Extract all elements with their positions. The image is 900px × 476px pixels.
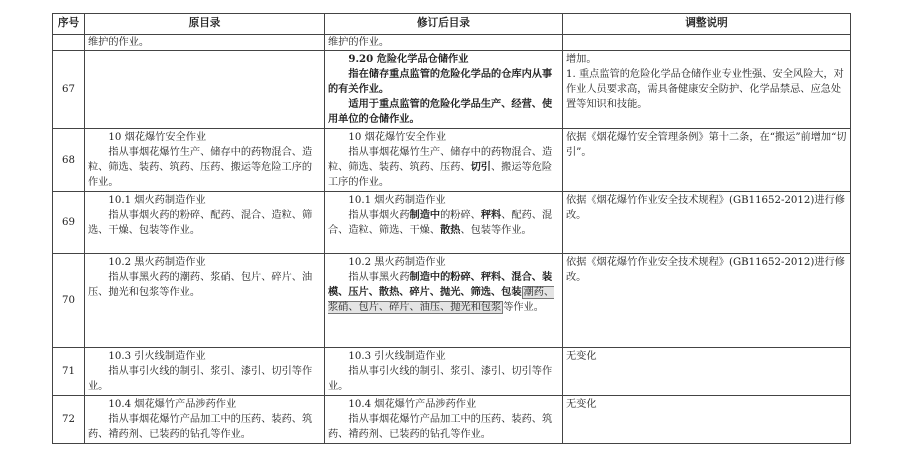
table-row [53,35,851,51]
table-row [53,254,851,348]
rev-title: 10 烟花爆竹安全作业 [348,132,447,143]
header-original: 原目录 [85,14,325,35]
row-num: 68 [53,129,85,192]
catalog-revision-table [52,13,851,444]
orig-cell [85,254,325,348]
rev-text: 、配药、混合、造粒、筛选、干燥、 [328,210,553,236]
rev-title: 10.4 烟花爆竹产品涉药作业 [348,399,477,410]
rev-added-text: 制造中 [409,209,441,221]
rev-body: 指从事烟花爆竹产品加工中的压药、装药、筑药、褙药剂、已装药的钻孔等作业。 [328,414,553,440]
note-line: 1. 重点监管的危险化学品仓储作业专业性强、安全风险大，对作业人员要求高，需具备健康安全防护、化学品禁忌、应急处置等知识和技能。 [566,69,844,110]
note-cell: 无变化 [563,396,851,444]
rev-cell [325,129,563,192]
header-revised: 修订后目录 [325,14,563,35]
rev-text: 指从事烟火药 [348,210,410,221]
row-num: 69 [53,192,85,254]
rev-title: 9.20 危险化学品仓储作业 [348,53,469,65]
rev-text: 、包装等作业。 [460,225,532,236]
rev-title: 10.3 引火线制造作业 [348,351,446,362]
orig-title: 10.3 引火线制造作业 [108,351,206,362]
row-num: 70 [53,254,85,348]
rev-cell [325,348,563,396]
header-seq: 序号 [53,14,85,35]
rev-cell [325,396,563,444]
orig-body: 指从事烟花爆竹生产、储存中的药物混合、造粒、筛选、装药、筑药、压药、搬运等危险工序的作业。 [88,147,313,188]
note-cell [563,35,851,51]
table-row [53,396,851,444]
rev-cell [325,192,563,254]
rev-cell [325,51,563,129]
rev-title: 10.1 烟火药制造作业 [348,195,446,206]
rev-body: 指从事引火线的制引、浆引、漆引、切引等作业。 [328,366,553,392]
orig-title: 10.2 黑火药制造作业 [108,257,206,268]
note-cell: 依据《烟花爆竹作业安全技术规程》(GB11652-2012)进行修改。 [563,192,851,254]
rev-paragraph: 指在储存重点监管的危险化学品的仓库内从事的有关作业。 [328,68,553,95]
note-line: 增加。 [566,54,597,65]
orig-cell [85,348,325,396]
note-cell: 无变化 [563,348,851,396]
rev-text: 指从事烟花爆竹生产、储存中的药物混合、造粒、筛选、装药、筑药、压药、 [328,147,553,173]
rev-cell: 维护的作业。 [325,35,563,51]
table-row [53,348,851,396]
row-num: 67 [53,51,85,129]
rev-text: 指从事黑火药 [348,272,410,283]
orig-body: 指从事烟火药的粉碎、配药、混合、造粒、筛选、干燥、包装等作业。 [88,210,313,236]
rev-deleted-text: 潮药、浆硝、包片、碎片、油压、抛光和包浆 [328,287,555,313]
table-row [53,192,851,254]
rev-body [328,208,559,238]
orig-cell [85,396,325,444]
rev-added-text: 制造中的粉碎、秤料、混合、装模、压片、散热、碎片、抛光、筛选、包装 [328,271,553,298]
orig-cell: 维护的作业。 [85,35,325,51]
orig-cell [85,129,325,192]
rev-text: 的粉碎、 [440,210,481,221]
header-row [53,14,851,35]
rev-cell [325,254,563,348]
orig-title: 10.1 烟火药制造作业 [108,195,206,206]
orig-cell [85,51,325,129]
note-cell [563,51,851,129]
rev-body [328,145,559,190]
rev-body [328,270,559,315]
rev-added-text: 切引 [470,161,491,173]
rev-text: 、搬运等危险工序的作业。 [328,162,553,188]
note-cell: 依据《烟花爆竹安全管理条例》第十二条，在“搬运”前增加“切引”。 [563,129,851,192]
orig-title: 10 烟花爆竹安全作业 [108,132,207,143]
note-cell: 依据《烟花爆竹作业安全技术规程》(GB11652-2012)进行修改。 [563,254,851,348]
orig-body: 指从事烟花爆竹产品加工中的压药、装药、筑药、褙药剂、已装药的钻孔等作业。 [88,414,313,440]
rev-added-text: 散热 [440,224,461,236]
rev-text: 等作业。 [503,302,544,313]
rev-paragraph: 适用于重点监管的危险化学品生产、经营、使用单位的仓储作业。 [328,98,553,125]
row-num: 72 [53,396,85,444]
orig-body: 指从事黑火药的潮药、浆硝、包片、碎片、油压、抛光和包浆等作业。 [88,272,313,298]
rev-added-text: 秤料 [480,209,502,221]
orig-cell [85,192,325,254]
header-note: 调整说明 [563,14,851,35]
row-num [53,35,85,51]
table-row [53,51,851,129]
table-row [53,129,851,192]
orig-body: 指从事引火线的制引、浆引、漆引、切引等作业。 [88,366,313,392]
rev-title: 10.2 黑火药制造作业 [348,257,446,268]
orig-title: 10.4 烟花爆竹产品涉药作业 [108,399,237,410]
row-num: 71 [53,348,85,396]
